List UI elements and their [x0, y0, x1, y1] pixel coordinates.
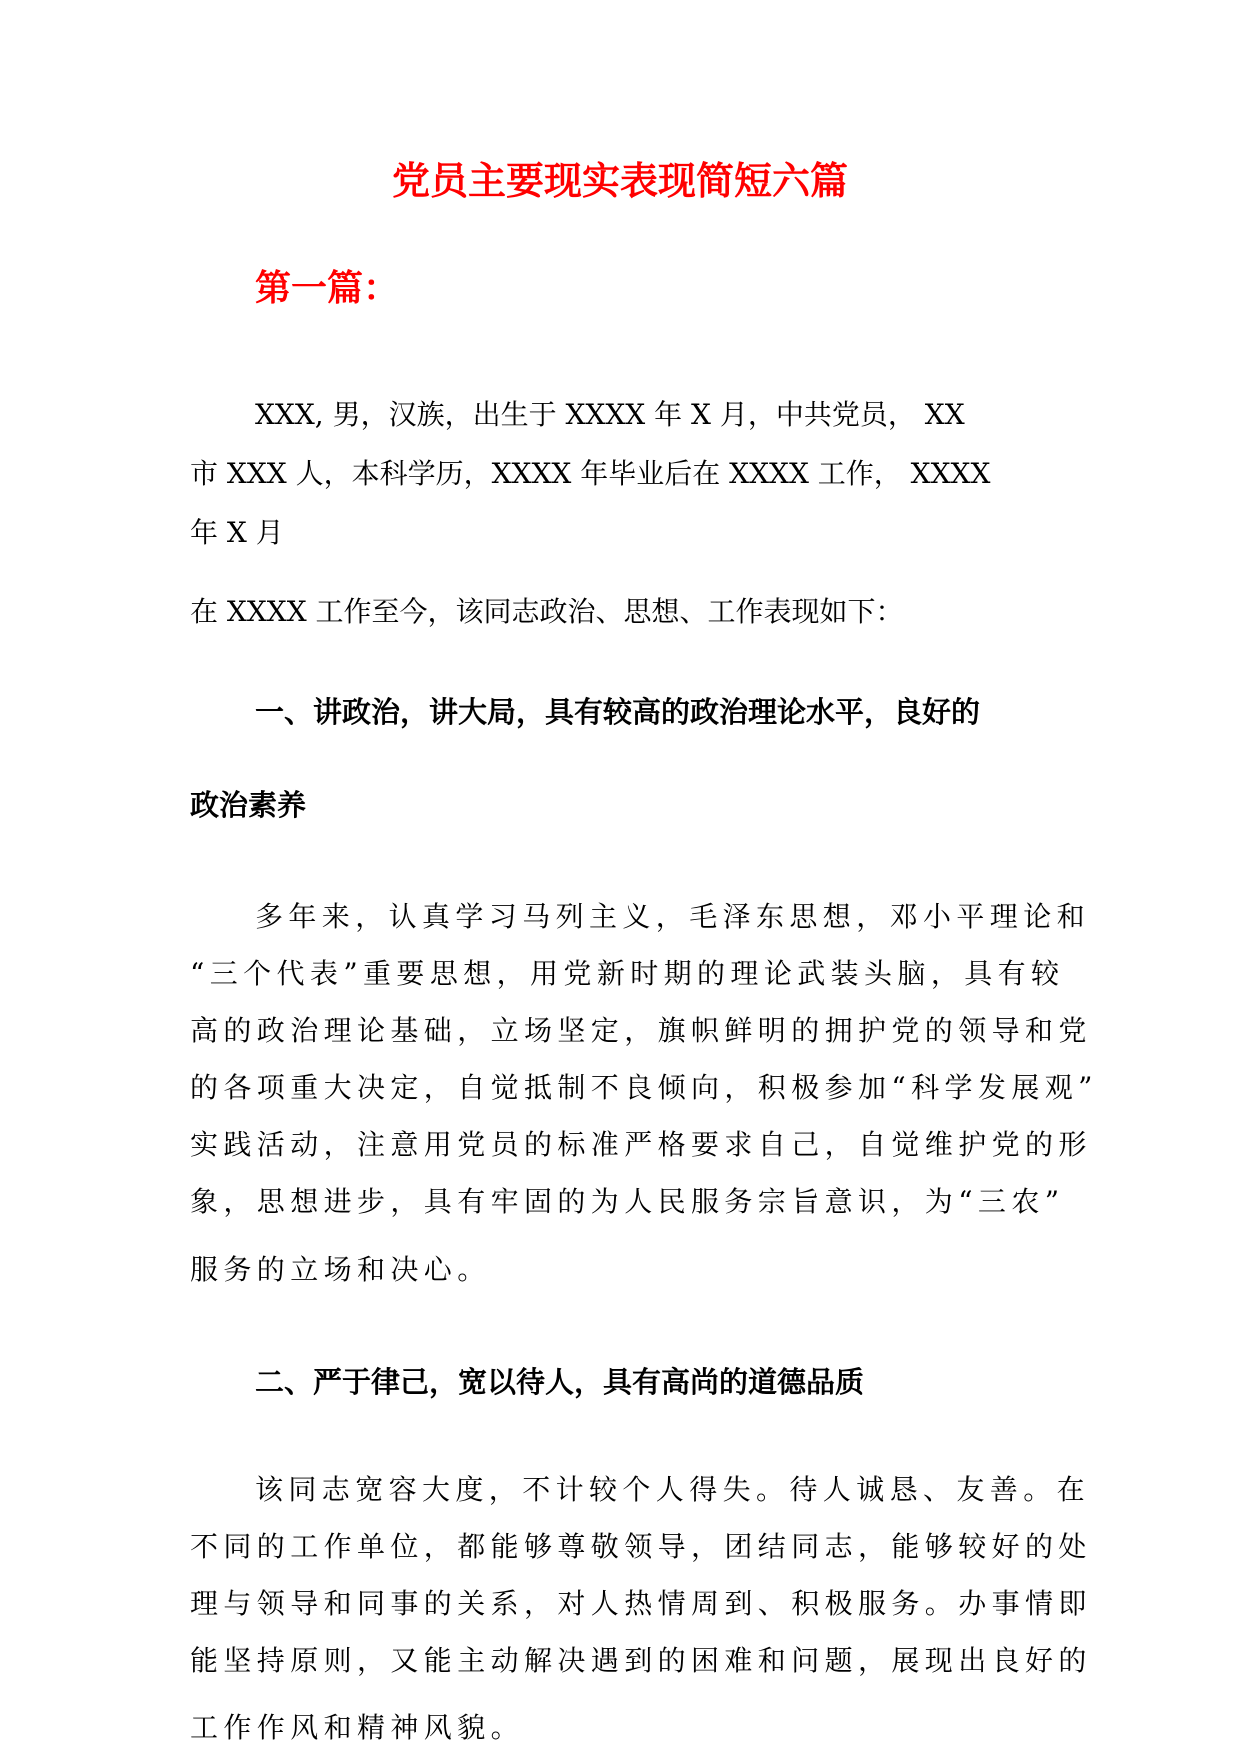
- section-heading: 一、讲政治，讲大局，具有较高的政治理论水平，良好的: [255, 695, 981, 729]
- paragraph-line: 理与领导和同事的关系，对人热情周到、积极服务。办事情即: [190, 1587, 1092, 1620]
- paragraph-line: 象，思想进步，具有牢固的为人民服务宗旨意识，为“三农”: [190, 1185, 1065, 1218]
- intro-line: 市 XXX 人，本科学历，XXXX 年毕业后在 XXXX 工作， XXXX: [190, 457, 991, 490]
- paragraph-line: 的各项重大决定，自觉抵制不良倾向，积极参加“科学发展观”: [190, 1071, 1098, 1104]
- paragraph-line: 多年来，认真学习马列主义，毛泽东思想，邓小平理论和: [255, 900, 1091, 933]
- intro-line: XXX, 男，汉族，出生于 XXXX 年 X 月，中共党员， XX: [255, 398, 965, 431]
- intro-continuation: 在 XXXX 工作至今，该同志政治、思想、工作表现如下：: [190, 595, 904, 628]
- section-heading: 政治素养: [190, 788, 307, 822]
- document-title: 党员主要现实表现简短六篇: [391, 158, 848, 203]
- section-heading: 二、严于律己，宽以待人，具有高尚的道德品质: [255, 1365, 865, 1399]
- intro-line: 年 X 月: [190, 516, 284, 549]
- paragraph-line: 实践活动，注意用党员的标准严格要求自己，自觉维护党的形: [190, 1128, 1092, 1161]
- paragraph-line: “三个代表”重要思想，用党新时期的理论武装头脑，具有较: [190, 957, 1065, 990]
- paragraph-line: 不同的工作单位，都能够尊敬领导，团结同志，能够较好的处: [190, 1530, 1092, 1563]
- paragraph-line: 服务的立场和决心。: [190, 1253, 491, 1286]
- paragraph-line: 工作作风和精神风貌。: [190, 1711, 525, 1744]
- paragraph-line: 高的政治理论基础，立场坚定，旗帜鲜明的拥护党的领导和党: [190, 1014, 1092, 1047]
- section-label: 第一篇：: [255, 267, 400, 309]
- paragraph-line: 该同志宽容大度，不计较个人得失。待人诚恳、友善。在: [255, 1473, 1091, 1506]
- paragraph-line: 能坚持原则，又能主动解决遇到的困难和问题，展现出良好的: [190, 1644, 1092, 1677]
